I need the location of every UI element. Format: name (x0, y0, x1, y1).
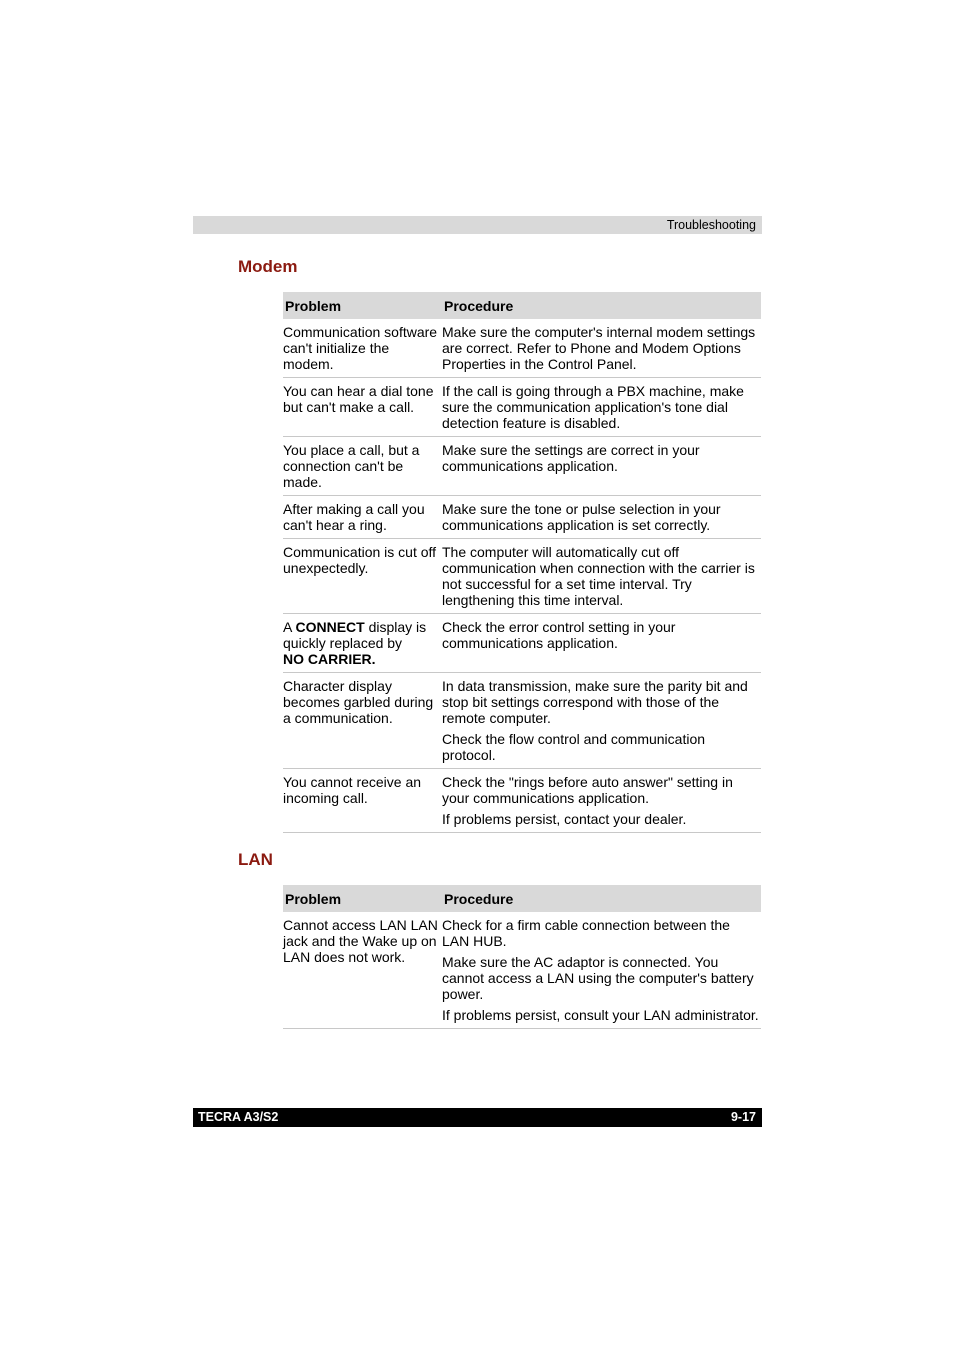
modem-table-header (283, 292, 761, 319)
problem-cell: You cannot receive an incoming call. (283, 769, 442, 833)
col-problem: Problem (283, 885, 442, 912)
procedure-text: In data transmission, make sure the parity bit and stop bit settings correspond with those of the remote computer. (442, 678, 748, 726)
lan-section-title: LAN (238, 850, 273, 869)
table-row (283, 769, 761, 833)
problem-text-mid: display is quickly replaced by (283, 619, 427, 651)
problem-cell: Communication software can't initialize the modem. (283, 319, 442, 378)
problem-cell: You place a call, but a connection can't be made. (283, 437, 442, 496)
procedure-text: The computer will automatically cut off communication when connection with the carrier is not successful for a set time interval. Try lengthening this time interval. (442, 544, 755, 608)
running-footer (193, 1108, 762, 1127)
procedure-text: If problems persist, contact your dealer. (442, 811, 687, 827)
modem-table (283, 292, 761, 833)
table-row (283, 496, 761, 539)
footer-model: TECRA A3/S2 (198, 1110, 279, 1124)
procedure-text: Check the error control setting in your communications application. (442, 619, 676, 651)
procedure-text: Make sure the tone or pulse selection in your communications application is set correctly. (442, 501, 721, 533)
problem-cell: Character display becomes garbled during a communication. (283, 673, 442, 769)
table-row (283, 539, 761, 614)
procedure-text: Make sure the AC adaptor is connected. You cannot access a LAN using the computer's battery power. (442, 954, 754, 1002)
procedure-text: If problems persist, consult your LAN administrator. (442, 1007, 759, 1023)
procedure-cell (442, 437, 761, 496)
table-row (283, 319, 761, 378)
running-header (193, 216, 762, 234)
procedure-cell (442, 769, 761, 833)
procedure-cell (442, 673, 761, 769)
problem-cell: Communication is cut off unexpectedly. (283, 539, 442, 614)
table-row (283, 378, 761, 437)
procedure-text: Make sure the computer's internal modem settings are correct. Refer to Phone and Modem Options Properties in the Control Panel. (442, 324, 756, 372)
table-row (283, 673, 761, 769)
procedure-text: Check the flow control and communication protocol. (442, 731, 706, 763)
procedure-cell (442, 496, 761, 539)
problem-cell (283, 614, 442, 673)
problem-cell: You can hear a dial tone but can't make a call. (283, 378, 442, 437)
table-row (283, 614, 761, 673)
procedure-cell (442, 378, 761, 437)
table-row (283, 912, 761, 1029)
procedure-text: Check the "rings before auto answer" setting in your communications application. (442, 774, 733, 806)
connect-keyword: CONNECT (295, 619, 365, 635)
problem-text-a: A (283, 619, 296, 635)
lan-table (283, 885, 761, 1029)
procedure-cell (442, 614, 761, 673)
col-procedure: Procedure (442, 885, 761, 912)
procedure-text: Check for a firm cable connection between the LAN HUB. (442, 917, 730, 949)
header-section-label: Troubleshooting (666, 218, 756, 232)
procedure-text: Make sure the settings are correct in your communications application. (442, 442, 700, 474)
problem-cell: After making a call you can't hear a ring. (283, 496, 442, 539)
procedure-cell (442, 319, 761, 378)
lan-table-header (283, 885, 761, 912)
col-problem: Problem (283, 292, 442, 319)
footer-page-number: 9-17 (730, 1110, 756, 1124)
procedure-cell (442, 912, 761, 1029)
col-procedure: Procedure (442, 292, 761, 319)
modem-section-title: Modem (238, 257, 298, 276)
no-carrier-keyword: NO CARRIER. (283, 651, 376, 667)
procedure-cell (442, 539, 761, 614)
procedure-text: If the call is going through a PBX machine, make sure the communication application's tone dial detection feature is disabled. (442, 383, 744, 431)
problem-cell: Cannot access LAN LAN jack and the Wake up on LAN does not work. (283, 912, 442, 1029)
table-row (283, 437, 761, 496)
